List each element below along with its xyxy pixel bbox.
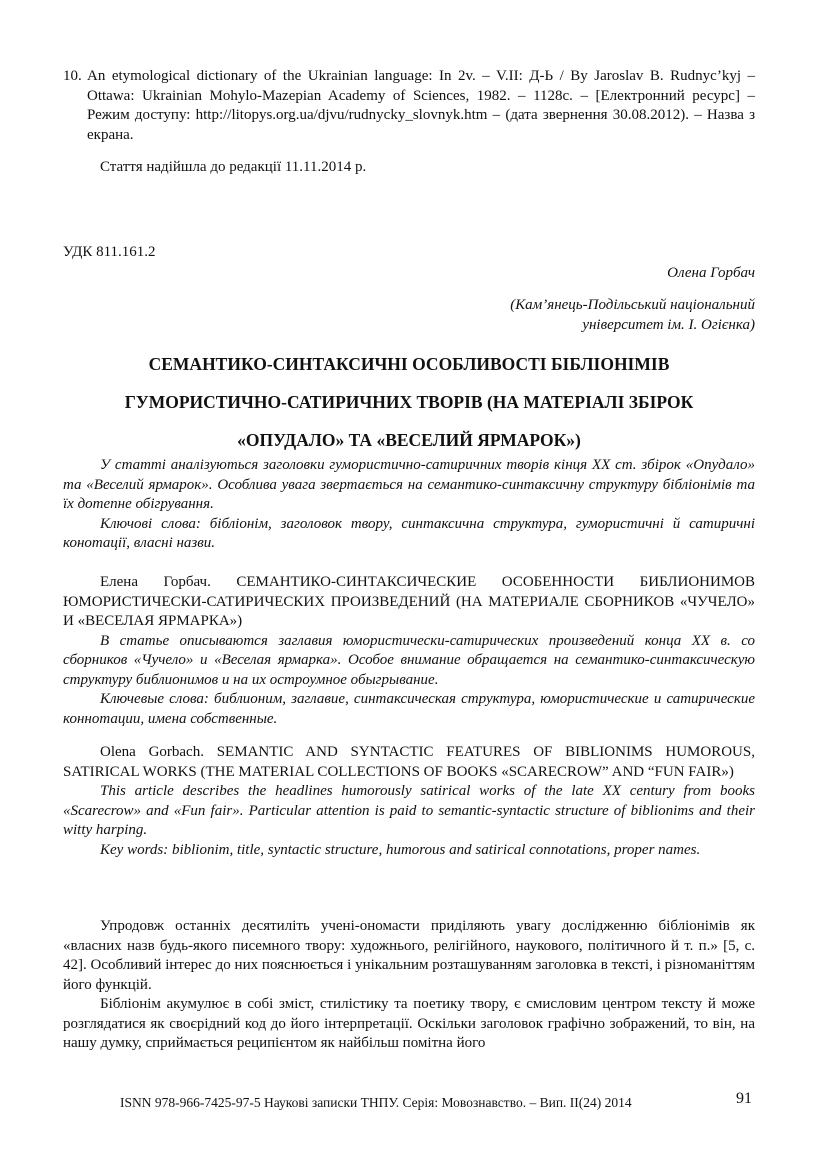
abstract-keywords: Ключевые слова: библионим, заглавие, синтаксическая структура, юмористические и сатирические коннотации, имена собственные.: [63, 691, 755, 727]
body-paragraph: Упродовж останніх десятиліть учені-ономасти приділяють увагу дослідженню бібліонімів як «власних назв будь-якого писемного твору: художнього, релігійного, наукового, політичного й т. п.» [5, с. 42]. Особливий інтерес до них пояснюється і унікальним розташуванням заголовка в тексті, і різноманіттям його функцій.: [63, 918, 755, 993]
abstract-text: У статті аналізуються заголовки гумористично-сатиричних творів кінця ХХ ст. збірок «Опудало» та «Веселий ярмарок». Особлива увага звертається на семантико-синтаксичну структуру бібліонімів та їх дотепне обігрування.: [63, 457, 755, 512]
abstract-text: This article describes the headlines humorously satirical works of the late XX century from books «Scarecrow» and «Fun fair». Particular attention is paid to semantic-syntactic structure of biblionims and their witty harping.: [63, 783, 755, 838]
abstract-russian: [63, 573, 755, 729]
abstract-heading: Елена Горбач. СЕМАНТИКО-СИНТАКСИЧЕСКИЕ ОСОБЕННОСТИ БИБЛИОНИМОВ ЮМОРИСТИЧЕСКИ-САТИРИЧЕСКИХ ПРОИЗВЕДЕНИЙ (НА МАТЕРИАЛЕ СБОРНИКОВ «ЧУЧЕЛО» И «ВЕСЕЛАЯ ЯРМАРКА»): [63, 574, 755, 629]
page-number: 91: [736, 1090, 752, 1107]
received-date: Стаття надійшла до редакції 11.11.2014 р.: [100, 159, 367, 175]
body-paragraph: Бібліонім акумулює в собі зміст, стилістику та поетику твору, є смисловим центром тексту й може розглядатися як своєрідний код до його інтерпретації. Оскільки заголовок графічно зображений, то він, на нашу думку, сприймається реципієнтом як найбільш помітна його: [63, 996, 755, 1051]
abstract-text: В статье описываются заглавия юмористически-сатирических произведений конца ХХ в. со сборников «Чучело» и «Веселая ярмарка». Особое внимание обращается на семантико-синтаксическую структуру библионимов и на их остроумное обыгрывание.: [63, 632, 755, 688]
abstract-english: [63, 743, 755, 860]
udk-code: УДК 811.161.2: [63, 244, 156, 260]
reference-text: An etymological dictionary of the Ukrainian language: In 2v. – V.II: Д-Ь / By Jaroslav B. Rudnyc’kyj – Ottawa: Ukrainian Mohylo-Mazepian Academy of Sciences, 1982. – 1128с. – [Електронний ресурс] – Режим доступу: http://litopys.org.ua/djvu/rudnycky_slovnyk.htm – (дата звернення 30.08.2012). – Назва з екрана.: [87, 68, 755, 143]
title-line: «ОПУДАЛО» ТА «ВЕСЕЛИЙ ЯРМАРОК»): [237, 430, 581, 450]
affiliation-line: (Кам’янець-Подільський національний: [510, 297, 755, 313]
abstract-keywords: Ключові слова: бібліонім, заголовок твору, синтаксична структура, гумористичні й сатиричні конотації, власні назви.: [63, 515, 755, 551]
title-line: ГУМОРИСТИЧНО-САТИРИЧНИХ ТВОРІВ (НА МАТЕРІАЛІ ЗБІРОК: [124, 392, 694, 412]
author-name: Олена Горбач: [667, 265, 755, 281]
reference-item: [63, 67, 755, 145]
abstract-ukrainian: [63, 456, 755, 554]
abstract-keywords: Key words: biblionim, title, syntactic structure, humorous and satirical connotations, proper names.: [100, 841, 701, 858]
title-line: СЕМАНТИКО-СИНТАКСИЧНІ ОСОБЛИВОСТІ БІБЛІОНІМІВ: [148, 354, 670, 374]
abstract-heading: Olena Gorbach. SEMANTIC AND SYNTACTIC FEATURES OF BIBLIONIMS HUMOROUS, SATIRICAL WORKS (THE MATERIAL COLLECTIONS OF BOOKS «SCARECROW” AND “FUN FAIR»): [63, 744, 755, 780]
reference-number: 10.: [63, 68, 82, 84]
affiliation-line: університет ім. І. Огієнка): [582, 316, 755, 333]
article-title: [63, 345, 755, 459]
article-body: [63, 917, 755, 1054]
page-footer: ISNN 978-966-7425-97-5 Наукові записки ТНПУ. Серія: Мовознавство. – Вип. ІІ(24) 2014: [120, 1095, 632, 1110]
author-affiliation: [435, 296, 755, 335]
